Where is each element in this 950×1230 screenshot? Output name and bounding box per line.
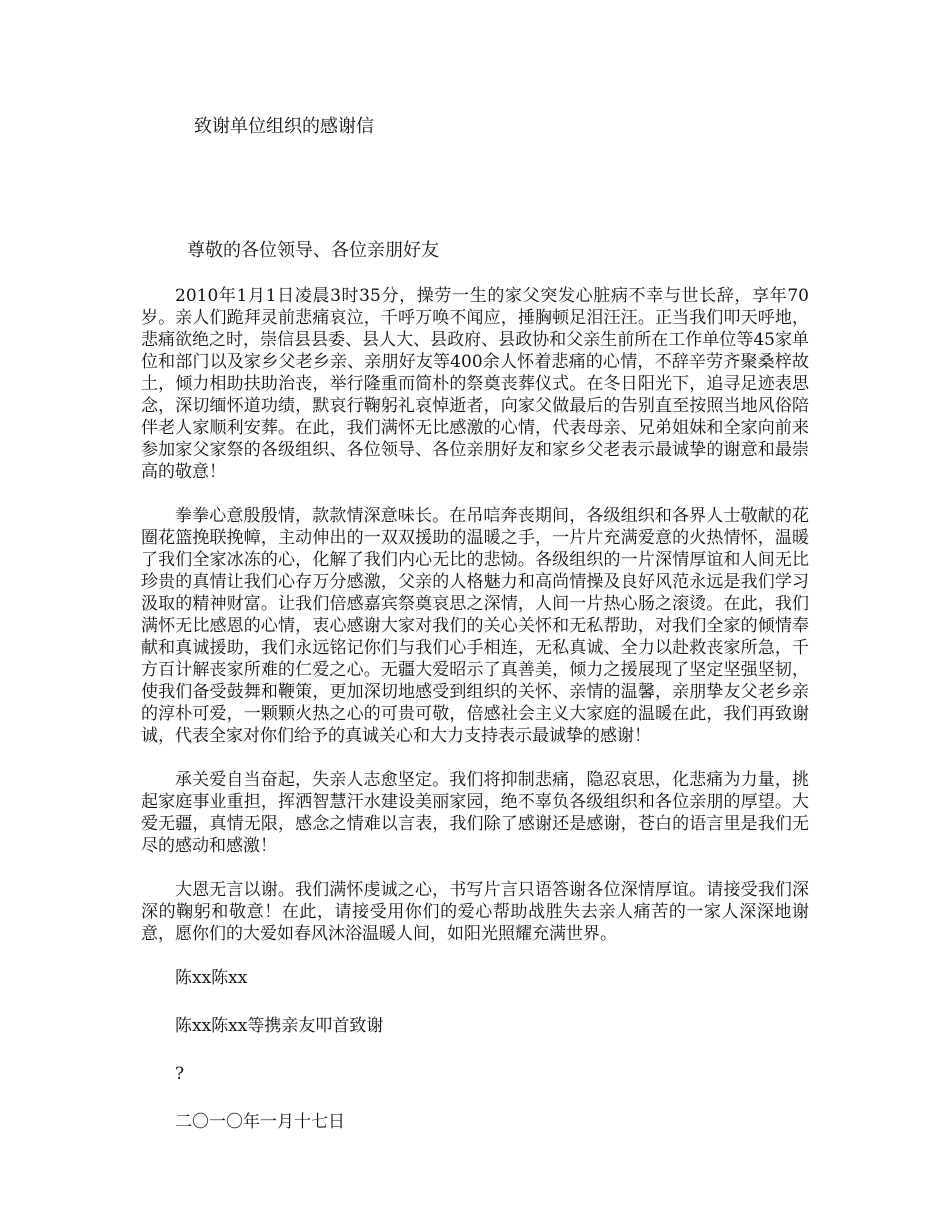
letter-body xyxy=(141,285,809,1159)
salutation: 尊敬的各位领导、各位亲朋好友 xyxy=(187,240,439,261)
signature-names: 陈xx陈xx xyxy=(175,968,248,988)
signature-closing: 陈xx陈xx等携亲友叩首致谢 xyxy=(175,1016,384,1036)
paragraph-1: 2010年1月1日凌晨3时35分，操劳一生的家父突发心脏病不幸与世长辞，享年70岁。亲人们跪拜灵前悲痛哀泣，千呼万唤不闻应，捶胸顿足泪汪汪。正当我们叩天呼地，悲痛欲绝之时，崇信县县委、县人大、县政府、县政协和父亲生前所在工作单位等45家单位和部门以及家乡父老乡亲、亲朋好友等400余人怀着悲痛的心情，不辞辛劳齐聚桑梓故土，倾力相助扶助治丧，举行隆重而简朴的祭奠丧葬仪式。在冬日阳光下，追寻足迹表思念，深切缅怀道功绩，默哀行鞠躬礼哀悼逝者，向家父做最后的告别直至按照当地风俗陪伴老人家顺利安葬。在此，我们满怀无比感激的心情，代表母亲、兄弟姐妹和全家向前来参加家父家祭的各级组织、各位领导、各位亲朋好友和家乡父老表示最诚挚的谢意和最崇高的敬意！ xyxy=(141,286,809,482)
letter-date: 二〇一〇年一月十七日 xyxy=(175,1112,345,1132)
paragraph-3: 承关爱自当奋起，失亲人志愈坚定。我们将抑制悲痛，隐忍哀思，化悲痛为力量，挑起家庭事业重担，挥洒智慧汗水建设美丽家园，绝不辜负各级组织和各位亲朋的厚望。大爱无疆，真情无限，感念之情难以言表，我们除了感谢还是感谢，苍白的语言里是我们无尽的感动和感激！ xyxy=(141,770,809,856)
paragraph-2: 拳拳心意殷殷情，款款情深意味长。在吊唁奔丧期间，各级组织和各界人士敬献的花圈花篮挽联挽幛，主动伸出的一双双援助的温暖之手，一片片充满爱意的火热情怀，温暖了我们全家冰冻的心，化解了我们内心无比的悲恸。各级组织的一片深情厚谊和人间无比珍贵的真情让我们心存万分感激，父亲的人格魅力和高尚情操及良好风范永远是我们学习汲取的精神财富。让我们倍感嘉宾祭奠哀思之深情，人间一片热心肠之滚烫。在此，我们满怀无比感恩的心情，衷心感谢大家对我们的关心关怀和无私帮助，对我们全家的倾情奉献和真诚援助，我们永远铭记你们与我们心手相连，无私真诚、全力以赴救丧家所急，千方百计解丧家所难的仁爱之心。无疆大爱昭示了真善美，倾力之援展现了坚定坚强坚韧，使我们备受鼓舞和鞭策，更加深切地感受到组织的关怀、亲情的温馨，亲朋挚友父老乡亲的淳朴可爱，一颗颗火热之心的可贵可敬，倍感社会主义大家庭的温暖在此，我们再致谢诚，代表全家对你们给予的真诚关心和大力支持表示最诚挚的感谢！ xyxy=(141,506,809,746)
document-title: 致谢单位组织的感谢信 xyxy=(194,116,374,137)
stray-mark: ? xyxy=(175,1064,185,1084)
paragraph-4: 大恩无言以谢。我们满怀虔诚之心，书写片言只语答谢各位深情厚谊。请接受我们深深的鞠躬和敬意！在此，请接受用你们的爱心帮助战胜失去亲人痛苦的一家人深深地谢意，愿你们的大爱如春风沐浴温暖人间，如阳光照耀充满世界。 xyxy=(141,880,809,944)
